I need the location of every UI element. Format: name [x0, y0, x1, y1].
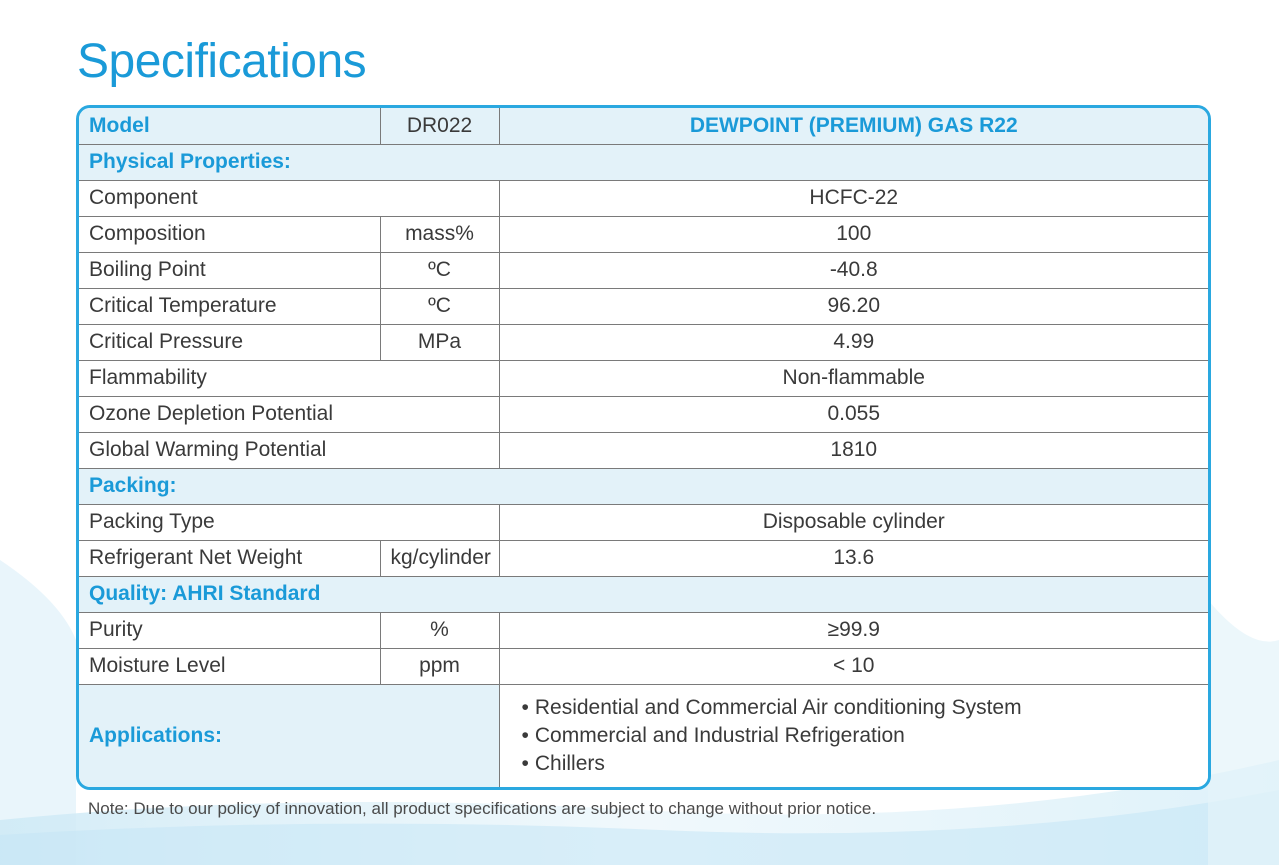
table-row: [79, 360, 1208, 396]
table-row: [79, 252, 1208, 288]
row-unit: ppm: [380, 648, 499, 684]
row-value: 0.055: [499, 396, 1208, 432]
table-row: [79, 216, 1208, 252]
list-item: • Commercial and Industrial Refrigeration: [522, 722, 1199, 750]
row-label: Ozone Depletion Potential: [79, 396, 499, 432]
row-unit: %: [380, 612, 499, 648]
row-label: Global Warming Potential: [79, 432, 499, 468]
page-title: Specifications: [77, 35, 367, 88]
section-title: Quality: AHRI Standard: [79, 576, 1208, 612]
row-value: HCFC-22: [499, 180, 1208, 216]
section-quality: [79, 576, 1208, 612]
applications-list: [510, 694, 1199, 778]
row-unit: ºC: [380, 252, 499, 288]
row-unit: mass%: [380, 216, 499, 252]
table-row: [79, 504, 1208, 540]
disclaimer-note: Note: Due to our policy of innovation, all product specifications are subject to change without prior notice.: [88, 799, 877, 818]
list-item: • Residential and Commercial Air conditioning System: [522, 694, 1199, 722]
row-label: Critical Pressure: [79, 324, 380, 360]
row-value: 1810: [499, 432, 1208, 468]
row-label: Purity: [79, 612, 380, 648]
row-label: Component: [79, 180, 499, 216]
list-item: • Chillers: [522, 750, 1199, 778]
row-value: 100: [499, 216, 1208, 252]
table-row: [79, 288, 1208, 324]
row-label: Packing Type: [79, 504, 499, 540]
row-unit: MPa: [380, 324, 499, 360]
row-label: Refrigerant Net Weight: [79, 540, 380, 576]
row-label: Flammability: [79, 360, 499, 396]
applications-row: [79, 684, 1208, 787]
table-row: [79, 648, 1208, 684]
applications-label: Applications:: [79, 684, 499, 787]
table-row: [79, 540, 1208, 576]
table-row: [79, 324, 1208, 360]
section-title: Physical Properties:: [79, 144, 1208, 180]
section-title: Packing:: [79, 468, 1208, 504]
section-physical-properties: [79, 144, 1208, 180]
row-value: < 10: [499, 648, 1208, 684]
row-value: 13.6: [499, 540, 1208, 576]
table-row: [79, 612, 1208, 648]
model-code: DR022: [380, 108, 499, 144]
row-value: 4.99: [499, 324, 1208, 360]
row-label: Boiling Point: [79, 252, 380, 288]
row-value: Non-flammable: [499, 360, 1208, 396]
table-row: [79, 396, 1208, 432]
model-row: [79, 108, 1208, 144]
row-unit: ºC: [380, 288, 499, 324]
row-value: Disposable cylinder: [499, 504, 1208, 540]
table-row: [79, 180, 1208, 216]
product-name: DEWPOINT (PREMIUM) GAS R22: [499, 108, 1208, 144]
row-label: Composition: [79, 216, 380, 252]
row-value: 96.20: [499, 288, 1208, 324]
table-row: [79, 432, 1208, 468]
row-label: Moisture Level: [79, 648, 380, 684]
model-label: Model: [79, 108, 380, 144]
row-unit: kg/cylinder: [380, 540, 499, 576]
specifications-table: [76, 105, 1211, 790]
row-label: Critical Temperature: [79, 288, 380, 324]
applications-cell: [499, 684, 1208, 787]
row-value: -40.8: [499, 252, 1208, 288]
section-packing: [79, 468, 1208, 504]
row-value: ≥99.9: [499, 612, 1208, 648]
